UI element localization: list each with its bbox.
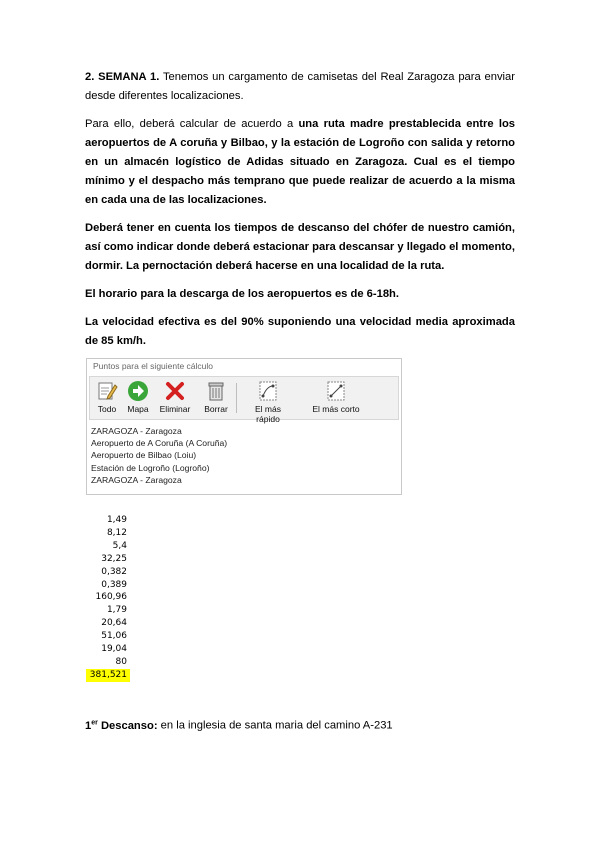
distance-value: 8,12 (106, 527, 127, 538)
screenshot-title: Puntos para el siguiente cálculo (93, 361, 214, 371)
green-arrow-icon (127, 380, 149, 402)
todo-button[interactable] (94, 380, 120, 414)
route-points-list (91, 425, 227, 486)
shortest-route-label: El más corto (312, 404, 360, 414)
fastest-route-icon (257, 380, 279, 402)
section-number: 2. SEMANA 1. (85, 71, 160, 83)
rest-stop-text: en la inglesia de santa maria del camino A-231 (157, 719, 393, 732)
distance-value: 19,04 (101, 644, 127, 655)
list-item[interactable]: Estación de Logroño (Logroño) (91, 462, 210, 473)
distance-value: 5,4 (112, 540, 127, 551)
rest-stop-line (85, 719, 393, 732)
eliminar-button[interactable] (158, 380, 192, 414)
task-lead: Para ello, deberá calcular de acuerdo a (85, 118, 294, 130)
trash-can-icon (205, 380, 227, 402)
list-item[interactable]: ZARAGOZA - Zaragoza (91, 474, 182, 485)
schedule-paragraph (85, 285, 515, 304)
shortest-route-icon (325, 380, 347, 402)
toolbar-divider (236, 383, 237, 413)
distance-value: 1,49 (106, 515, 127, 525)
shortest-route-button[interactable] (310, 380, 362, 414)
distance-value: 32,25 (101, 553, 127, 564)
intro-paragraph (85, 68, 515, 106)
rest-paragraph (85, 219, 515, 276)
task-paragraph (85, 115, 515, 210)
borrar-label: Borrar (204, 404, 228, 414)
distance-total: 381,521 (86, 669, 130, 682)
distance-value: 20,64 (101, 618, 127, 629)
intro-text: Tenemos un cargamento de camisetas del Real Zaragoza para enviar desde diferentes localizaciones. (85, 71, 515, 102)
list-item[interactable]: ZARAGOZA - Zaragoza (91, 426, 182, 436)
red-x-icon (164, 380, 186, 402)
distance-value: 0,382 (101, 566, 127, 577)
document-body (85, 68, 515, 351)
distance-value: 160,96 (95, 592, 127, 603)
rest-text: Deberá tener en cuenta los tiempos de descanso del chófer de nuestro camión, así como indicar donde deberá estacionar para descansar y llegado el momento, dormir. La pernoctación deberá hacerse en una localidad de la ruta. (85, 222, 515, 272)
notepad-pencil-icon (96, 380, 118, 402)
task-bold: una ruta madre prestablecida entre los aeropuertos de A coruña y Bilbao, y la estación de Logroño con salida y retorno en un almacén logístico de Adidas situado en Zaragoza. Cual es el tiempo mínimo y el despacho más temprano que puede realizar de acuerdo a la misma en cada una de las localizaciones. (85, 118, 515, 206)
distance-value: 51,06 (101, 631, 127, 642)
fastest-route-label: El más rápido (255, 404, 281, 424)
distance-value: 1,79 (106, 605, 127, 616)
rest-stop-label: 1er Descanso: (85, 719, 158, 732)
fastest-route-button[interactable] (243, 380, 293, 424)
speed-paragraph (85, 313, 515, 351)
schedule-text: El horario para la descarga de los aeropuertos es de 6-18h. (85, 288, 399, 300)
list-item[interactable]: Aeropuerto de Bilbao (Loiu) (91, 450, 197, 461)
route-toolbar (89, 376, 399, 424)
mapa-label: Mapa (127, 404, 149, 414)
distance-column (86, 514, 130, 682)
list-item[interactable]: Aeropuerto de A Coruña (A Coruña) (91, 438, 228, 449)
borrar-button[interactable] (202, 380, 230, 414)
mapa-button[interactable] (125, 380, 151, 414)
todo-label: Todo (97, 404, 117, 414)
eliminar-label: Eliminar (159, 404, 191, 414)
distance-value: 0,389 (101, 579, 127, 590)
speed-text: La velocidad efectiva es del 90% suponiendo una velocidad media aproximada de 85 km/h. (85, 316, 515, 347)
route-planner-screenshot (86, 358, 402, 495)
distance-value: 80 (115, 656, 127, 667)
